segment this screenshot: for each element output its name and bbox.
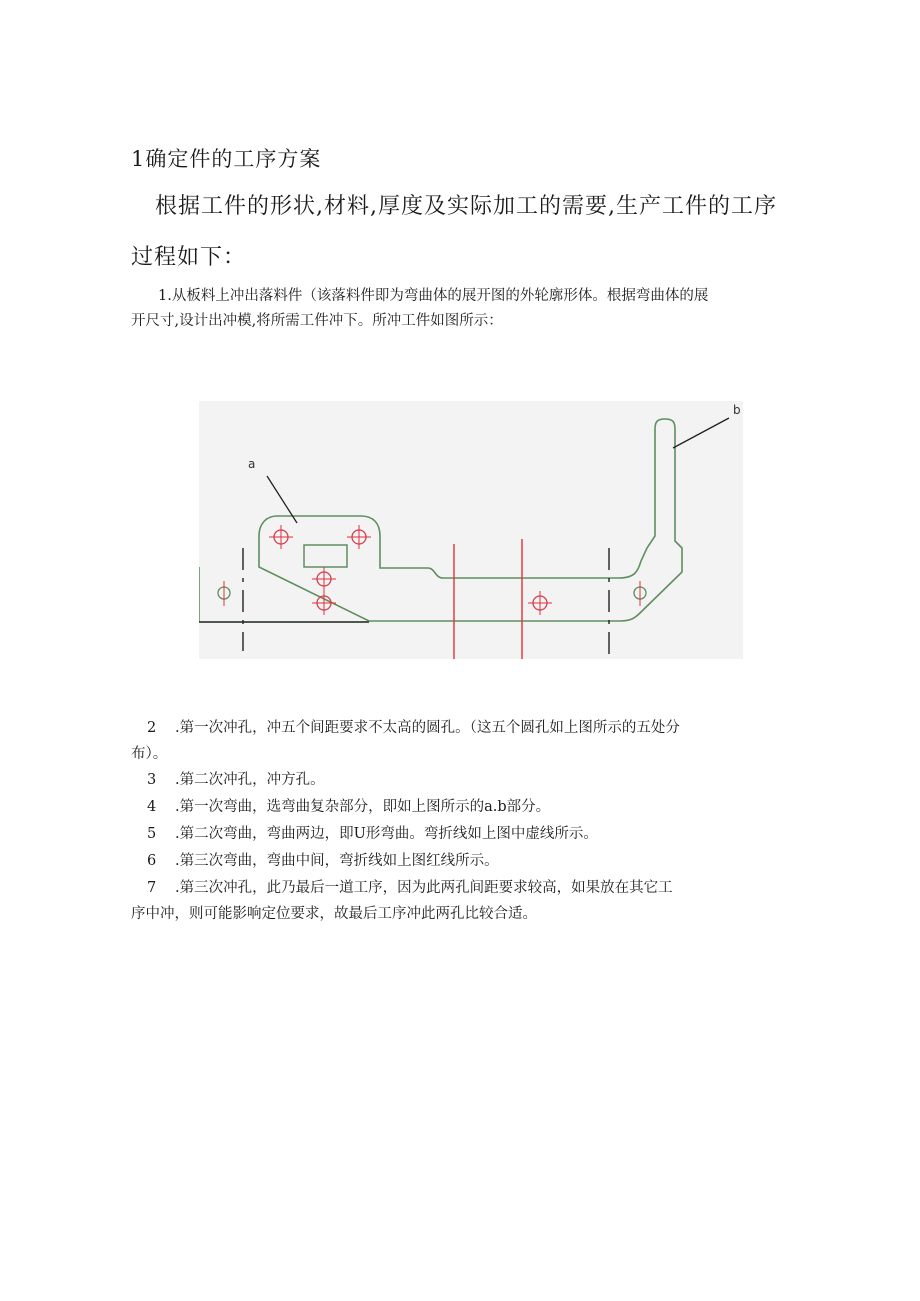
step-item-7 <box>131 875 811 927</box>
intro-line-2: 过程如下： <box>131 245 247 270</box>
section-heading: 1确定件的工序方案 <box>131 147 322 171</box>
step-text-continued: 布）。 <box>131 746 168 762</box>
step-text: .第一次冲孔，冲五个间距要求不太高的圆孔。（这五个圆孔如上图所示的五处分 <box>175 720 680 736</box>
precision-hole-left <box>218 581 230 606</box>
step-1-line-1: 1.从板料上冲出落料件（该落料件即为弯曲体的展开图的外轮廓形体。根据弯曲体的展 <box>158 288 709 304</box>
process-steps-list <box>131 715 811 927</box>
step-text: .第二次弯曲，弯曲两边，即U形弯曲。弯折线如上图中虚线所示。 <box>175 826 598 842</box>
step-number: 7 <box>147 880 157 896</box>
step-text-continued: 序中冲，则可能影响定位要求，故最后工序冲此两孔比较合适。 <box>131 906 537 922</box>
round-hole-center <box>528 591 552 615</box>
label-b: b <box>733 403 741 417</box>
step-1-line-2: 开尺寸,设计出冲模,将所需工件冲下。所冲工件如图所示： <box>131 313 503 329</box>
step-text: .第一次弯曲，选弯曲复杂部分，即如上图所示的a.b部分。 <box>175 799 551 815</box>
step-item-2 <box>131 715 811 767</box>
step-item-6 <box>131 848 811 875</box>
square-hole <box>304 545 347 567</box>
intro-line-1: 根据工件的形状,材料,厚度及实际加工的需要,生产工件的工序 <box>155 194 777 219</box>
round-hole-middle-upper <box>312 567 336 591</box>
step-number: 5 <box>147 826 157 842</box>
step-number: 2 <box>147 720 157 736</box>
step-item-3 <box>131 767 811 794</box>
step-text: .第三次弯曲，弯曲中间，弯折线如上图红线所示。 <box>175 853 499 869</box>
step-item-4 <box>131 794 811 821</box>
part-drawing-svg <box>199 401 743 659</box>
step-text: .第三次冲孔，此乃最后一道工序，因为此两孔间距要求较高，如果放在其它工 <box>175 880 673 896</box>
precision-hole-right <box>634 581 646 606</box>
round-hole-top-right <box>347 525 371 549</box>
step-number: 6 <box>147 853 157 869</box>
blank-part-drawing <box>199 401 743 659</box>
round-hole-top-left <box>269 525 293 549</box>
label-a: a <box>248 457 256 471</box>
step-1-paragraph <box>131 284 801 334</box>
step-number: 4 <box>147 799 157 815</box>
step-item-5 <box>131 821 811 848</box>
leader-line-b <box>673 418 729 448</box>
step-number: 3 <box>147 772 157 788</box>
step-text: .第二次冲孔，冲方孔。 <box>175 772 325 788</box>
